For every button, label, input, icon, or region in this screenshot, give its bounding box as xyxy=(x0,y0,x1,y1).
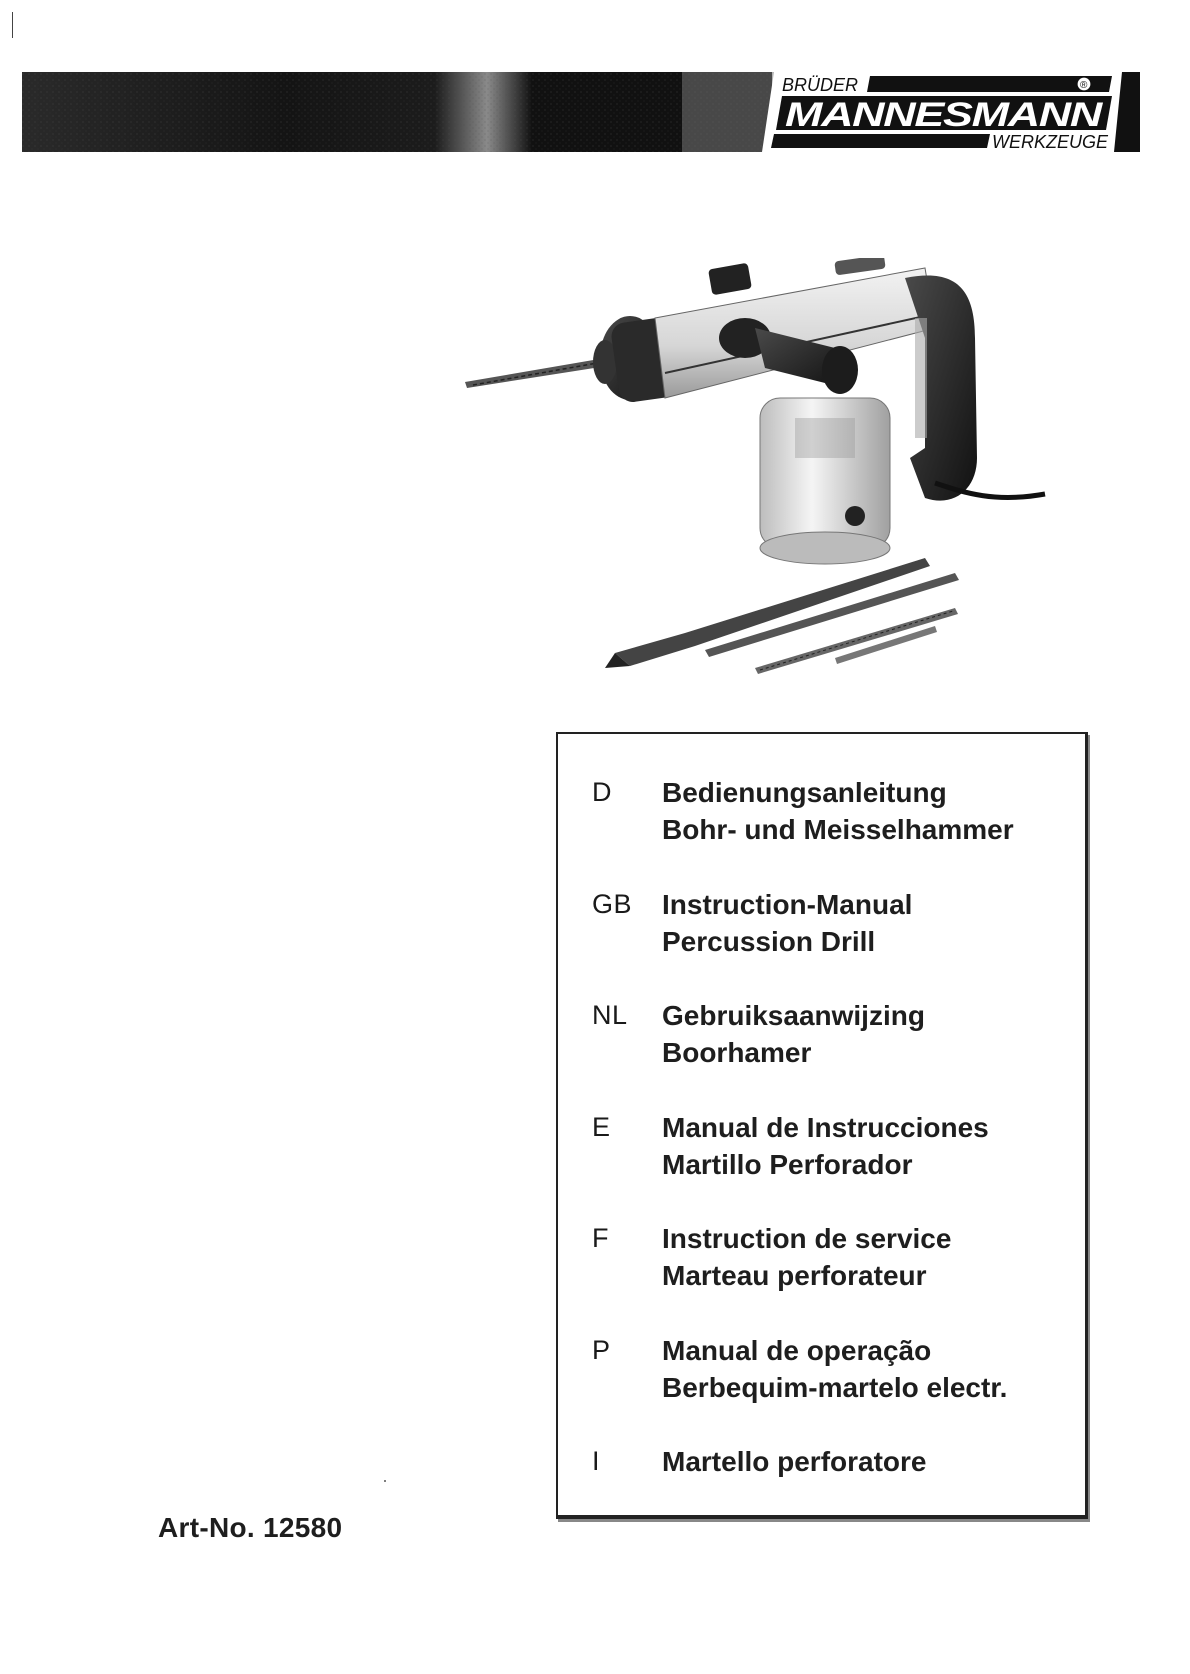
lang-title xyxy=(662,886,1075,960)
lang-code: E xyxy=(592,1111,611,1142)
lang-title-line-1: Martello perforatore xyxy=(662,1446,927,1477)
brand-banner xyxy=(22,72,1140,152)
lang-title-line-2: Berbequim-martelo electr. xyxy=(662,1371,1008,1403)
lang-title-line-1: Manual de Instrucciones xyxy=(662,1111,989,1143)
lang-entry-it xyxy=(592,1443,1075,1555)
lang-title-line-2: Percussion Drill xyxy=(662,925,876,957)
lang-title-line-1: Gebruiksaanwijzing xyxy=(662,1000,925,1031)
lang-title xyxy=(662,1443,1075,1480)
brand-top-word: BRÜDER xyxy=(782,75,859,95)
lang-code: GB xyxy=(592,888,633,919)
article-number: Art-No. 12580 xyxy=(158,1512,343,1543)
lang-entry-gb xyxy=(592,886,1075,998)
lang-title xyxy=(662,1109,1075,1183)
scan-artifact-dot xyxy=(384,1480,386,1482)
language-list xyxy=(592,774,1075,1555)
lang-code: D xyxy=(592,777,612,807)
brand-name: MANNESMANN xyxy=(785,96,1105,134)
lang-code: F xyxy=(592,1223,609,1253)
drill-bit-short-icon xyxy=(755,608,958,674)
lang-entry-es xyxy=(592,1109,1075,1221)
lang-title-line-1: Instruction de service xyxy=(662,1223,952,1254)
header-band xyxy=(22,72,1140,152)
lang-title xyxy=(662,1332,1075,1406)
language-title-box xyxy=(556,732,1088,1519)
lang-title-line-1: Manual de operação xyxy=(662,1334,932,1366)
lang-code: NL xyxy=(592,1000,628,1030)
lang-code: P xyxy=(592,1334,611,1365)
lang-code: I xyxy=(592,1446,601,1476)
lang-entry-de xyxy=(592,774,1075,886)
lang-title xyxy=(662,774,1075,848)
lang-title-line-2: Boorhamer xyxy=(662,1037,812,1068)
mode-switch-icon xyxy=(708,263,752,296)
lang-title-line-2: Martillo Perforador xyxy=(662,1148,913,1180)
lang-title-line-1: Instruction-Manual xyxy=(662,888,913,920)
scan-artifact-line xyxy=(12,12,13,38)
drill-bit-icon xyxy=(465,358,607,388)
lang-title xyxy=(662,1220,1075,1294)
drill-illustration xyxy=(455,258,1075,698)
lang-entry-fr xyxy=(592,1220,1075,1332)
flat-chisel-icon xyxy=(615,558,930,666)
product-photo xyxy=(455,258,1075,698)
registered-mark: ® xyxy=(1080,80,1088,91)
lang-title-line-2: Bohr- und Meisselhammer xyxy=(662,814,1014,845)
lang-title-line-2: Marteau perforateur xyxy=(662,1260,927,1291)
lang-entry-nl xyxy=(592,997,1075,1109)
brand-bottom-word: WERKZEUGE xyxy=(992,132,1109,152)
lang-entry-pt xyxy=(592,1332,1075,1444)
lang-title xyxy=(662,997,1075,1071)
lang-title-line-1: Bedienungsanleitung xyxy=(662,777,947,808)
